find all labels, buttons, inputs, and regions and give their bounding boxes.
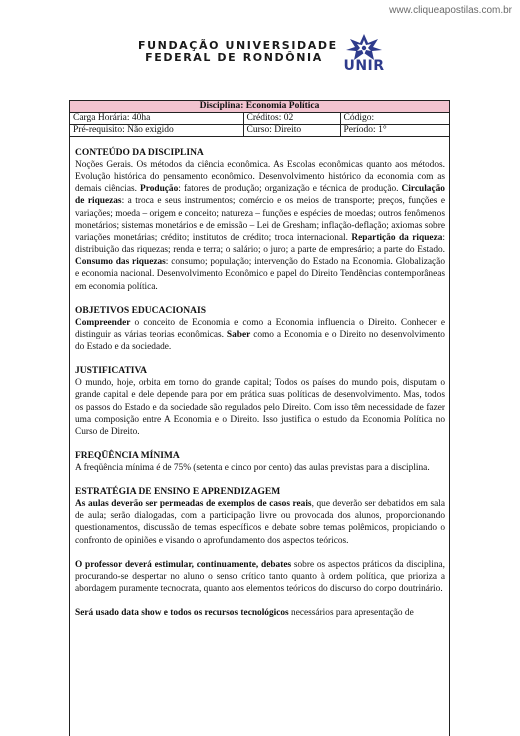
section-strategy-title: ESTRATÉGIA DE ENSINO E APRENDIZAGEM	[75, 487, 281, 498]
section-strategy	[75, 486, 445, 619]
credits-cell: Créditos: 02	[243, 113, 340, 125]
course-info-table	[70, 101, 449, 137]
section-objectives-title: OBJETIVOS EDUCACIONAIS	[75, 305, 206, 316]
prerequisite-cell: Pré-requisito: Não exigido	[70, 125, 243, 137]
section-content	[75, 147, 445, 293]
section-justification-title: JUSTIFICATIVA	[75, 366, 147, 377]
institution-name-line2: FEDERAL DE RONDÔNIA	[145, 51, 323, 64]
institution-header	[138, 34, 398, 74]
section-frequency	[75, 450, 445, 474]
strategy-paragraph-2: O professor deverá estimular, continuamente, debates sobre os aspectos práticos da disciplina, procurando-se despertar no aluno o senso crítico tanto quanto à ordem política, que prioriza a abordagem puramente tecnocrata, quanto aos elementos teóricos do discurso do corpo doutrinário.	[75, 559, 445, 595]
strategy-paragraph-1: As aulas deverão ser permeadas de exemplos de casos reais, que deverão ser debatidos em sala de aula; serão dialogadas, com a participação livre ou provocada dos alunos, proporcionando questionamentos, discussão de temas específicos e debate sobre temas polêmicos, propiciando o confronto de opiniões e visando o aprofundamento dos aspectos teóricos.	[75, 499, 445, 546]
section-content-text: Noções Gerais. Os métodos da ciência econômica. As Escolas econômicas quanto aos métodos. Evolução histórica do pensamento econômico. Desenvolvimento histórico da economia com as demais ciências. Produção: fatores de produção; organização e técnica de produção. Circulação de riquezas: a troca e seus instrumentos; comércio e os meios de transporte; preços, funções e variações; moeda – origem e conceito; natureza – funções e espécies de moedas; outros fenômenos monetários; sistemas monetários e de emissão – Lei de Gresham; inflação-deflação; axiomas sobre variações monetárias; crédito; institutos de crédito; troca internacional. Repartição da riqueza: distribuição das riquezas; renda e terra; o salário; o juro; a parte de empresário; a parte do Estado. Consumo das riquezas: consumo; população; intervenção do Estado na Economia. Globalização e economia nacional. Desenvolvimento Econômico e papel do Direito Tendências contemporâneas em economia política.	[75, 160, 445, 292]
discipline-title: Disciplina: Economia Política	[70, 101, 449, 113]
period-cell: Período: 1°	[340, 125, 449, 137]
section-frequency-title: FREQÜÊNCIA MÍNIMA	[75, 450, 180, 461]
section-justification	[75, 365, 445, 438]
workload-cell: Carga Horária: 40ha	[70, 113, 243, 125]
syllabus-sheet	[69, 100, 450, 736]
course-cell: Curso: Direito	[243, 125, 340, 137]
unir-logo-text: UNIR	[343, 58, 385, 74]
section-content-title: CONTEÚDO DA DISCIPLINA	[75, 148, 204, 158]
unir-logo	[334, 34, 394, 76]
site-url[interactable]: www.cliqueapostilas.com.br	[389, 5, 512, 16]
section-justification-text: O mundo, hoje, orbita em torno do grande capital; Todos os países do mundo pois, disputam o grande capital e dele depende para por em prática suas políticas de desenvolvimento. Mas, todos os passos do Estado e da sociedade são regulados pelo Direito. Com isso têm necessidade de fazer uma composição entre A Economia e o Direito. Isso justifica o estudo da Economia Política no Curso de Direito.	[75, 378, 445, 437]
syllabus-content	[70, 137, 449, 619]
institution-name	[138, 39, 338, 64]
institution-name-line1: FUNDAÇÃO UNIVERSIDADE	[138, 39, 338, 52]
star-emblem-icon	[336, 34, 392, 60]
section-objectives	[75, 305, 445, 353]
code-cell: Código:	[340, 113, 449, 125]
section-objectives-text: Compreender o conceito de Economia e como a Economia influencia o Direito. Conhecer e distinguir as várias teorias econômicas. Saber como a Economia e o Direito no desenvolvimento do Estado e da sociedade.	[75, 317, 445, 353]
section-frequency-text: A freqüência mínima é de 75% (setenta e cinco por cento) das aulas previstas para a disciplina.	[75, 462, 430, 473]
strategy-paragraph-3: Será usado data show e todos os recursos tecnológicos necessários para apresentação de	[75, 608, 414, 619]
